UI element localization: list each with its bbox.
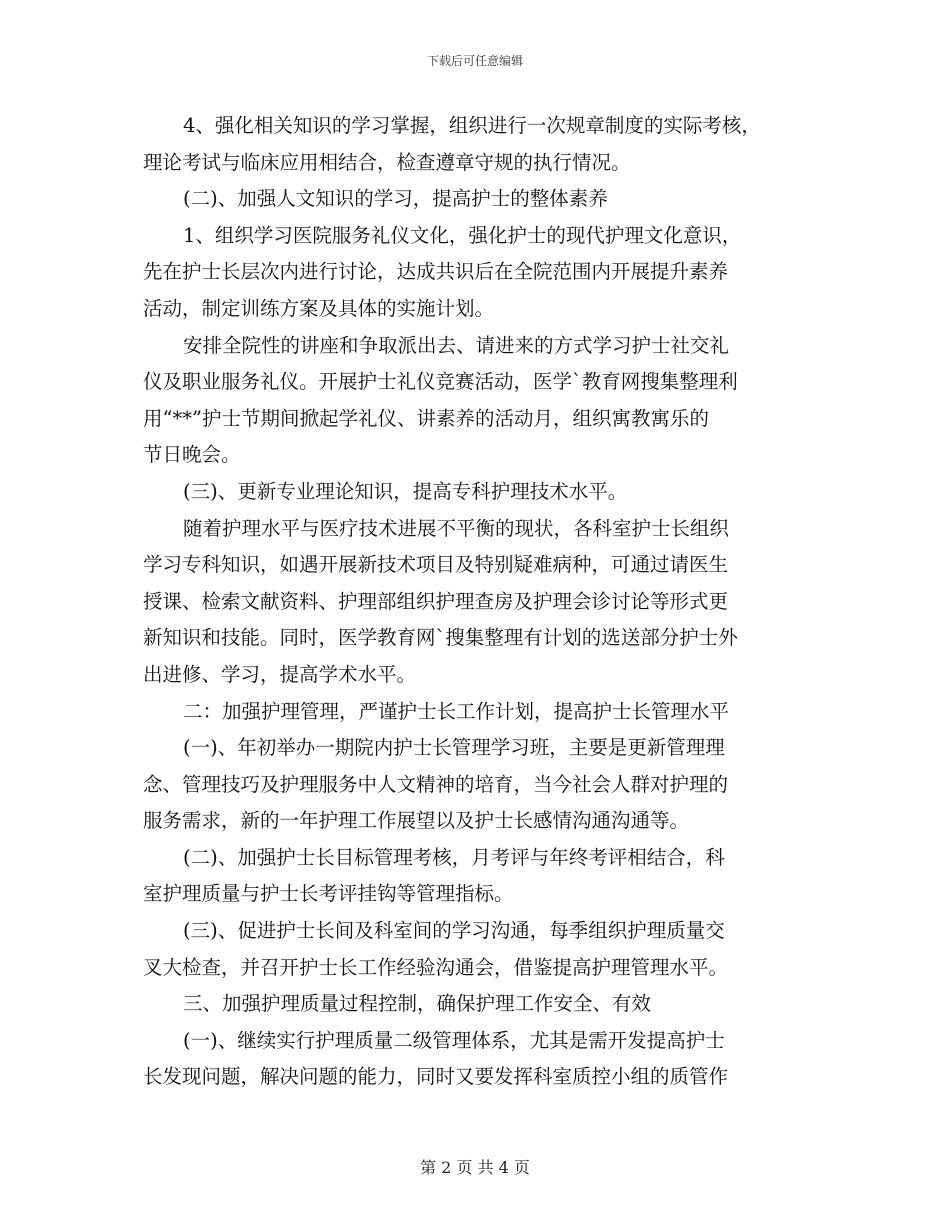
paragraph-line: 仪及职业服务礼仪。开展护士礼仪竞赛活动，医学`教育网搜集整理利 — [143, 370, 738, 394]
paragraph-line: 念、管理技巧及护理服务中人文精神的培育，当今社会人群对护理的 — [143, 772, 729, 796]
page-footer: 第 2 页 共 4 页 — [420, 1158, 530, 1177]
paragraph-line: 室护理质量与护士长考评挂钩等管理指标。 — [143, 882, 514, 906]
paragraph-line: 新知识和技能。同时，医学教育网`搜集整理有计划的选送部分护士外 — [143, 626, 738, 650]
paragraph-line: 随着护理水平与医疗技术进展不平衡的现状，各科室护士长组织 — [183, 516, 730, 540]
paragraph-line: 先在护士长层次内进行讨论，达成共识后在全院范围内开展提升素养 — [143, 260, 729, 284]
paragraph-line: 出进修、学习，提高学术水平。 — [143, 662, 417, 686]
page-header: 下载后可任意编辑 — [426, 54, 523, 68]
section-heading: 三、加强护理质量过程控制，确保护理工作安全、有效 — [183, 992, 652, 1016]
section-heading: 二：加强护理管理，严谨护士长工作计划，提高护士长管理水平 — [183, 699, 730, 723]
paragraph-line: 安排全院性的讲座和争取派出去、请进来的方式学习护士社交礼 — [183, 333, 730, 357]
section-heading: (三)、更新专业理论知识，提高专科护理技术水平。 — [183, 479, 628, 503]
paragraph-line: 用“**”护士节期间掀起学礼仪、讲素养的活动月，组织寓教寓乐的 — [143, 406, 709, 430]
section-heading: (二)、加强人文知识的学习，提高护士的整体素养 — [183, 187, 608, 211]
document-body — [143, 108, 808, 1096]
paragraph-line: (一)、年初举办一期院内护士长管理学习班，主要是更新管理理 — [183, 736, 725, 760]
paragraph-line: 长发现问题，解决问题的能力，同时又要发挥科室质控小组的质管作 — [143, 1065, 729, 1089]
paragraph-line: (三)、促进护士长间及科室间的学习沟通，每季组织护理质量交 — [183, 919, 725, 943]
paragraph-line: 1、组织学习医院服务礼仪文化，强化护士的现代护理文化意识， — [183, 223, 742, 247]
paragraph-line: 活动，制定训练方案及具体的实施计划。 — [143, 296, 495, 320]
paragraph-line: (一)、继续实行护理质量二级管理体系，尤其是需开发提高护士 — [183, 1028, 725, 1052]
paragraph-line: 学习专科知识，如遇开展新技术项目及特别疑难病种，可通过请医生 — [143, 553, 729, 577]
paragraph-line: 4、强化相关知识的学习掌握，组织进行一次规章制度的实际考核， — [183, 114, 761, 137]
paragraph-line: 叉大检查，并召开护士长工作经验沟通会，借鉴提高护理管理水平。 — [143, 955, 729, 979]
paragraph-line: 理论考试与临床应用相结合，检查遵章守规的执行情况。 — [143, 150, 631, 174]
paragraph-line: 授课、检索文献资料、护理部组织护理查房及护理会诊讨论等形式更 — [143, 589, 729, 613]
paragraph-line: 服务需求，新的一年护理工作展望以及护士长感情沟通沟通等。 — [143, 809, 690, 833]
paragraph-line: 节日晚会。 — [143, 443, 241, 467]
paragraph-line: (二)、加强护士长目标管理考核，月考评与年终考评相结合，科 — [183, 845, 725, 869]
